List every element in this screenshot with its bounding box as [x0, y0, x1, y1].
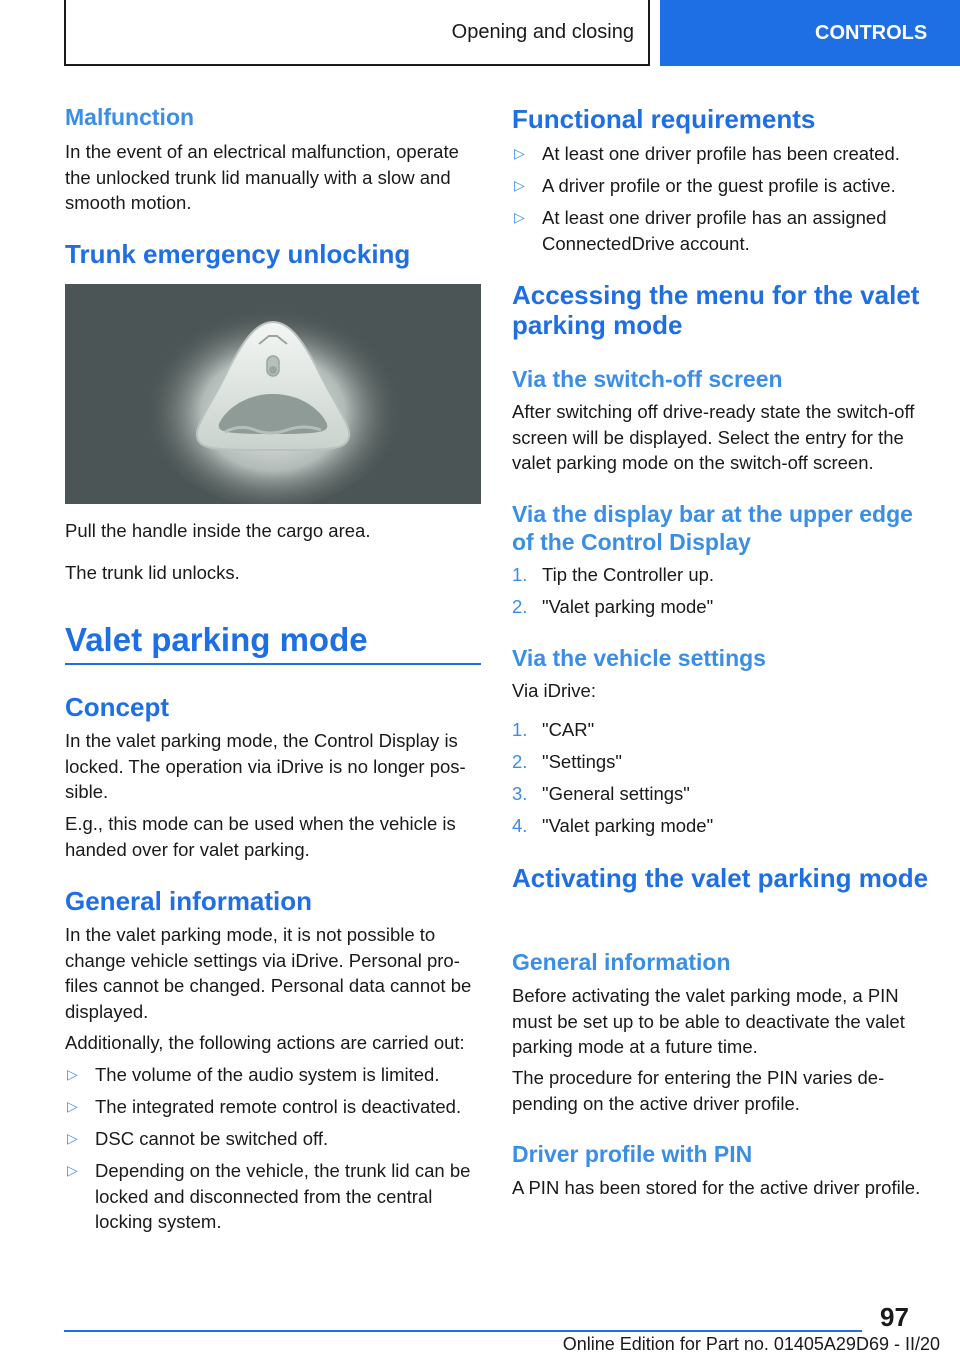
list-item: ▷ At least one driver profile has been created.: [512, 141, 932, 167]
step-number: 2.: [512, 751, 528, 772]
triangle-bullet-icon: ▷: [67, 1066, 78, 1082]
driver-profile-pin-heading: Driver profile with PIN: [512, 1141, 753, 1167]
list-item: 4. "Valet parking mode": [512, 813, 932, 839]
concept-heading: Concept: [65, 692, 169, 722]
triangle-bullet-icon: ▷: [514, 145, 525, 161]
list-item: 3. "General settings": [512, 781, 932, 807]
list-item: 1. "CAR": [512, 717, 932, 743]
vehicle-settings-text: Via iDrive:: [512, 680, 596, 701]
chapter-rule: [65, 663, 481, 665]
triangle-bullet-icon: ▷: [67, 1098, 78, 1114]
list-item: ▷ The volume of the audio system is limited.: [65, 1062, 481, 1088]
list-item: ▷ DSC cannot be switched off.: [65, 1126, 481, 1152]
emergency-handle-icon: [65, 284, 481, 504]
list-item: 2. "Valet parking mode": [512, 594, 932, 620]
header-chapter-title: CONTROLS: [815, 21, 928, 44]
activating-general-info-text-1: Before activating the valet parking mode, a PIN must be set up to be able to deactivate the valet parking mode at a future time.: [512, 985, 905, 1057]
trunk-text-pull: Pull the handle inside the cargo area.: [65, 520, 371, 541]
activating-general-info-heading: General information: [512, 949, 731, 975]
triangle-bullet-icon: ▷: [514, 177, 525, 193]
accessing-menu-heading: Accessing the menu for the valet parking mode: [512, 280, 920, 340]
list-item: 2. "Settings": [512, 749, 932, 775]
malfunction-text: In the event of an electrical malfunction, operate the unlocked trunk lid manually with a slow and smooth motion.: [65, 141, 459, 213]
general-info-text-1: In the valet parking mode, it is not possible to change vehicle settings via iDrive. Personal profiles cannot be changed. Personal data cannot be displayed.: [65, 924, 472, 1022]
triangle-bullet-icon: ▷: [67, 1162, 78, 1178]
step-number: 3.: [512, 783, 528, 804]
step-number: 2.: [512, 596, 528, 617]
switch-off-screen-text: After switching off drive-ready state the switch-off screen will be displayed. Select the entry for the valet parking mode on the switch-off screen.: [512, 401, 915, 473]
general-info-text-2: Additionally, the following actions are carried out:: [65, 1032, 465, 1053]
activating-heading: Activating the valet parking mode: [512, 863, 929, 893]
vehicle-settings-heading: Via the vehicle settings: [512, 645, 766, 671]
footer-edition: Online Edition for Part no. 01405A29D69 - II/20: [562, 1334, 940, 1354]
list-item: ▷ At least one driver profile has an assigned ConnectedDrive account.: [514, 207, 887, 254]
step-number: 4.: [512, 815, 528, 836]
trunk-handle-photo: [65, 284, 481, 504]
header-section-tab: [64, 0, 650, 66]
header-section-title: Opening and closing: [451, 20, 634, 43]
step-number: 1.: [512, 719, 528, 740]
driver-profile-pin-text: A PIN has been stored for the active driver profile.: [512, 1177, 921, 1198]
list-item: ▷ Depending on the vehicle, the trunk lid can be locked and disconnected from the central locking system.: [67, 1160, 471, 1232]
step-number: 1.: [512, 564, 528, 585]
list-item: 1. Tip the Controller up.: [512, 562, 932, 588]
trunk-emergency-heading: Trunk emergency unlocking: [65, 239, 411, 269]
switch-off-screen-heading: Via the switch-off screen: [512, 366, 783, 392]
page-number: 97: [880, 1302, 909, 1332]
valet-chapter-heading: Valet parking mode: [65, 621, 368, 658]
list-item: ▷ The integrated remote control is deactivated.: [65, 1094, 481, 1120]
general-info-heading: General information: [65, 886, 313, 916]
activating-general-info-text-2: The procedure for entering the PIN varies depending on the active driver profile.: [512, 1067, 885, 1114]
malfunction-heading: Malfunction: [65, 104, 195, 130]
display-bar-heading: Via the display bar at the upper edge of the Control Display: [512, 501, 913, 555]
concept-text-2: E.g., this mode can be used when the vehicle is handed over for valet parking.: [65, 813, 456, 860]
triangle-bullet-icon: ▷: [514, 209, 525, 225]
functional-requirements-heading: Functional requirements: [512, 104, 816, 134]
list-item: ▷ A driver profile or the guest profile is active.: [512, 173, 932, 199]
trunk-text-unlocks: The trunk lid unlocks.: [65, 562, 240, 583]
footer-rule: [64, 1330, 862, 1332]
header-chapter-tab: [660, 0, 960, 66]
concept-text-1: In the valet parking mode, the Control Display is locked. The operation via iDrive is no longer possible.: [65, 730, 466, 802]
triangle-bullet-icon: ▷: [67, 1130, 78, 1146]
